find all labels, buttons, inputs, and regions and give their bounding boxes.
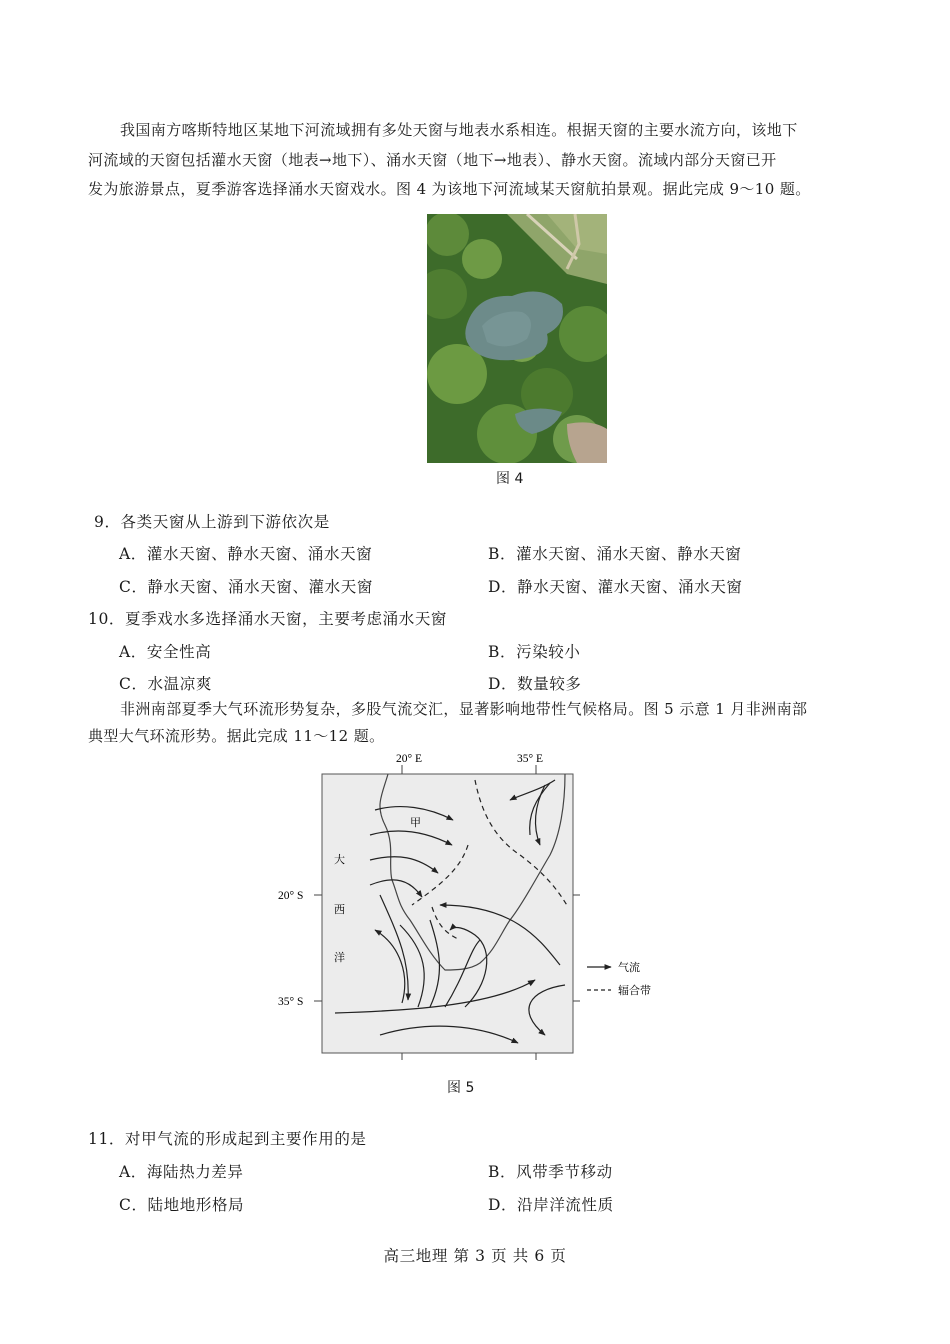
ocean-label-char: 西 <box>334 903 345 916</box>
question-10-option-a: A．安全性高 <box>119 643 212 661</box>
question-11-stem: 11．对甲气流的形成起到主要作用的是 <box>88 1130 367 1148</box>
question-11-option-b: B．风带季节移动 <box>488 1163 613 1181</box>
question-9-option-d: D．静水天窗、灌水天窗、涌水天窗 <box>488 578 743 596</box>
intro-line: 非洲南部夏季大气环流形势复杂，多股气流交汇，显著影响地带性气候格局。图 5 示意 1 月非洲南部 <box>120 700 808 718</box>
question-10-option-c: C．水温凉爽 <box>119 675 212 693</box>
question-11-option-d: D．沿岸洋流性质 <box>488 1196 614 1214</box>
intro-paragraph-1 <box>88 116 864 205</box>
figure-5-circulation-map <box>270 745 690 1060</box>
question-10-option-d: D．数量较多 <box>488 675 582 693</box>
figure-4-caption: 图 4 <box>496 471 524 487</box>
intro-paragraph-2 <box>88 696 864 750</box>
intro-line: 典型大气环流形势。据此完成 11～12 题。 <box>88 727 385 745</box>
question-11-option-a: A．海陆热力差异 <box>119 1163 244 1181</box>
page-footer: 高三地理 第 3 页 共 6 页 <box>383 1247 567 1265</box>
legend-airflow-label: 气流 <box>618 961 640 974</box>
figure-5-caption: 图 5 <box>447 1080 475 1096</box>
longitude-label-20e: 20° E <box>396 753 422 765</box>
question-10-stem: 10．夏季戏水多选择涌水天窗，主要考虑涌水天窗 <box>88 610 448 628</box>
longitude-label-35e: 35° E <box>517 753 543 765</box>
intro-line: 河流域的天窗包括灌水天窗（地表→地下）、涌水天窗（地下→地表）、静水天窗。流域内部分天窗已开 <box>88 150 777 169</box>
question-9-stem: 9．各类天窗从上游到下游依次是 <box>94 513 330 531</box>
legend-convergence-label: 辐合带 <box>618 984 651 997</box>
ocean-label-char: 洋 <box>334 951 345 964</box>
figure-4-aerial-photo <box>427 214 607 463</box>
place-label-jia: 甲 <box>410 816 421 829</box>
latitude-label-20s: 20° S <box>278 890 304 902</box>
latitude-label-35s: 35° S <box>278 996 304 1008</box>
intro-line: 我国南方喀斯特地区某地下河流域拥有多处天窗与地表水系相连。根据天窗的主要水流方向，该地下 <box>120 121 798 139</box>
question-10-option-b: B．污染较小 <box>488 643 581 661</box>
intro-line: 发为旅游景点，夏季游客选择涌水天窗戏水。图 4 为该地下河流域某天窗航拍景观。据此完成 9～10 题。 <box>88 180 811 198</box>
ocean-label-char: 大 <box>334 853 345 866</box>
question-9-option-a: A．灌水天窗、静水天窗、涌水天窗 <box>119 545 373 563</box>
question-11-option-c: C．陆地地形格局 <box>119 1196 245 1214</box>
question-9-option-b: B．灌水天窗、涌水天窗、静水天窗 <box>488 545 742 563</box>
question-9-option-c: C．静水天窗、涌水天窗、灌水天窗 <box>119 578 373 596</box>
